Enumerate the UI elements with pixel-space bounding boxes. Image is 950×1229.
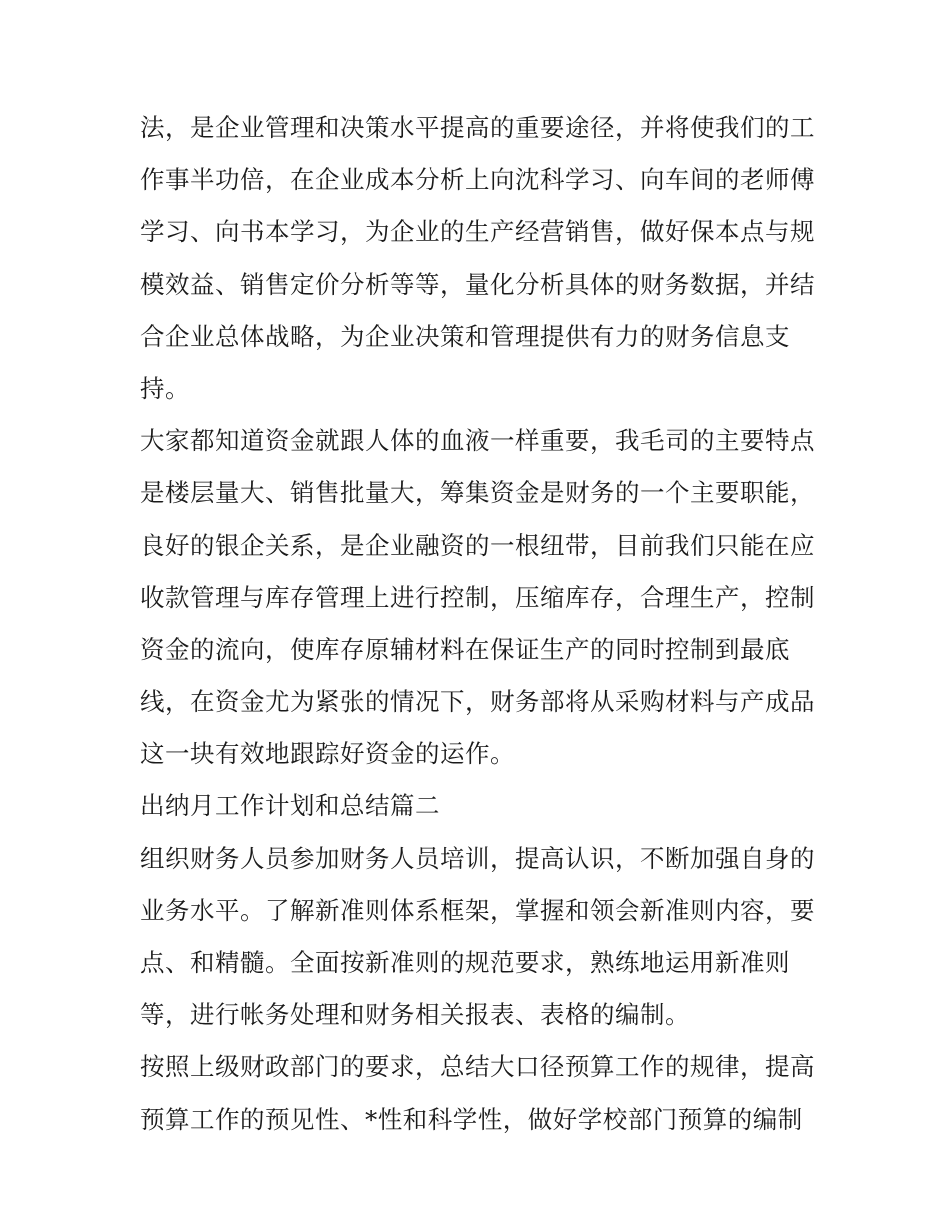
paragraph-line: 持。	[140, 373, 190, 403]
paragraph-line: 等，进行帐务处理和财务相关报表、表格的编制。	[140, 1000, 690, 1030]
paragraph-line: 法，是企业管理和决策水平提高的重要途径，并将使我们的工	[140, 113, 815, 142]
paragraph-line: 模效益、销售定价分析等等，量化分析具体的财务数据，并结	[140, 269, 815, 299]
paragraph-line: 收款管理与库存管理上进行控制，压缩库存，合理生产，控制	[140, 582, 815, 612]
paragraph-line: 学习、向书本学习，为企业的生产经营销售，做好保本点与规	[140, 217, 815, 247]
paragraph-line: 预算工作的预见性、*性和科学性，做好学校部门预算的编制	[140, 1104, 803, 1134]
paragraph-line: 线，在资金尤为紧张的情况下，财务部将从采购材料与产成品	[140, 687, 815, 717]
document-body	[140, 102, 815, 1146]
paragraph-line: 组织财务人员参加财务人员培训，提高认识，不断加强自身的	[140, 843, 815, 873]
paragraph-line: 作事半功倍，在企业成本分析上向沈科学习、向车间的老师傅	[140, 165, 815, 195]
paragraph-line: 资金的流向，使库存原辅材料在保证生产的同时控制到最底	[140, 634, 790, 664]
paragraph-line: 点、和精髓。全面按新准则的规范要求，熟练地运用新准则	[140, 948, 790, 977]
paragraph-line: 业务水平。了解新准则体系框架，掌握和领会新准则内容，要	[140, 895, 815, 925]
paragraph-line: 这一块有效地跟踪好资金的运作。	[140, 739, 515, 769]
paragraph-line: 大家都知道资金就跟人体的血液一样重要，我毛司的主要特点	[140, 426, 815, 456]
paragraph-line: 良好的银企关系，是企业融资的一根纽带，目前我们只能在应	[140, 530, 815, 560]
paragraph-line: 是楼层量大、销售批量大，筹集资金是财务的一个主要职能，	[140, 478, 815, 508]
paragraph-line: 合企业总体战略，为企业决策和管理提供有力的财务信息支	[140, 321, 790, 351]
paragraph-line: 按照上级财政部门的要求，总结大口径预算工作的规律，提高	[140, 1052, 815, 1082]
section-heading: 出纳月工作计划和总结篇二	[140, 791, 440, 821]
